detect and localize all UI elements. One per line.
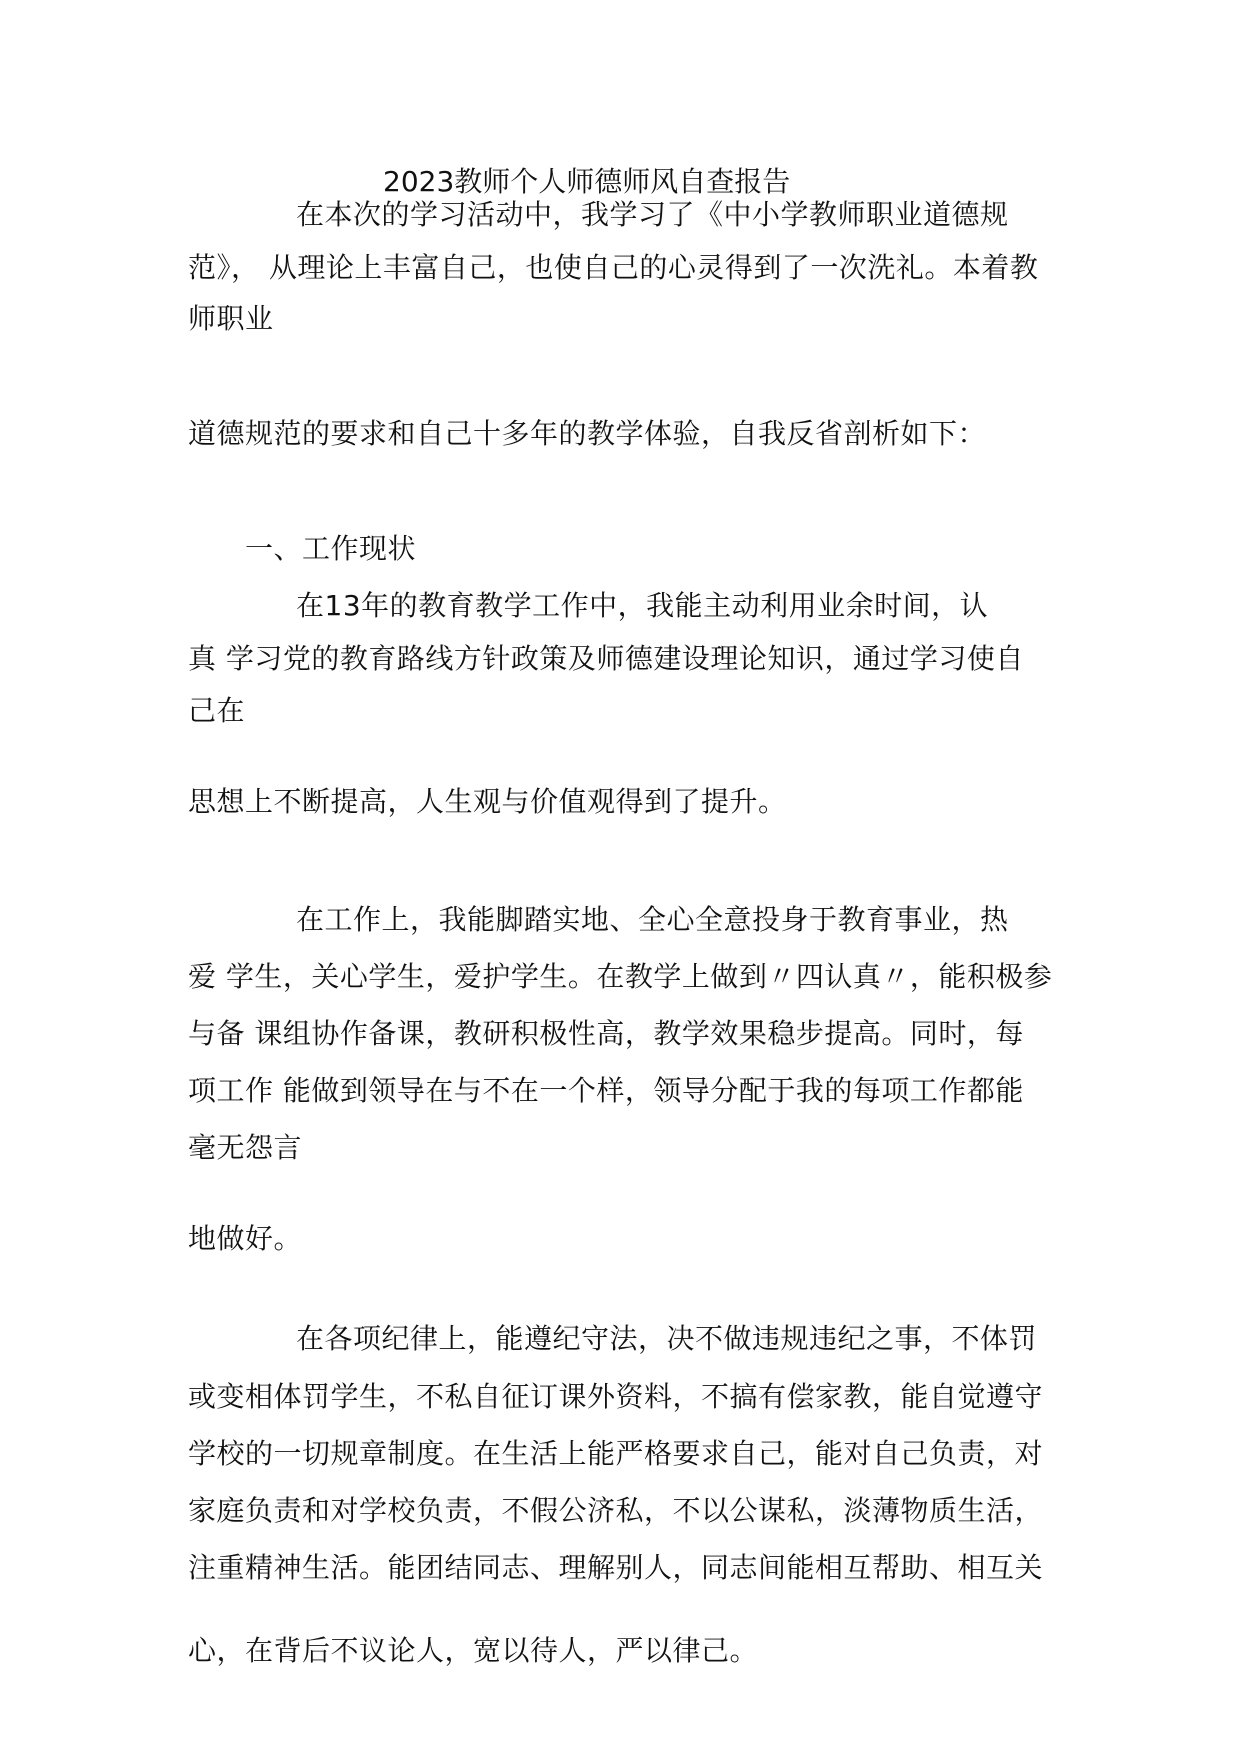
text-line: 注重精神生活。能团结同志、理解别人，同志间能相互帮助、相互关 — [188, 1551, 1044, 1584]
text-line: 在13年的教育教学工作中，我能主动利用业余时间，认 — [296, 589, 989, 622]
text-line: 毫无怨言 — [188, 1131, 303, 1164]
text-line: 家庭负责和对学校负责，不假公济私，不以公谋私，淡薄物质生活， — [188, 1494, 1044, 1527]
section-heading: 一、工作现状 — [245, 532, 417, 565]
text-line: 或变相体罚学生，不私自征订课外资料，不搞有偿家教，能自觉遵守 — [188, 1380, 1044, 1413]
text-line: 项工作 能做到领导在与不在一个样，领导分配于我的每项工作都能 — [188, 1074, 1024, 1107]
text-line: 思想上不断提高，人生观与价值观得到了提升。 — [188, 785, 787, 818]
text-line: 爱 学生，关心学生，爱护学生。在教学上做到〃四认真〃，能积极参 — [188, 960, 1053, 993]
text-line: 在本次的学习活动中，我学习了《中小学教师职业道德规 — [296, 198, 1009, 231]
text-line: 与备 课组协作备课，教研积极性高，教学效果稳步提高。同时，每 — [188, 1017, 1024, 1050]
text-line: 在各项纪律上，能遵纪守法，决不做违规违纪之事，不体罚 — [296, 1322, 1038, 1355]
text-line: 范》， 从理论上丰富自己，也使自己的心灵得到了一次洗礼。本着教 — [188, 251, 1039, 284]
text-line: 己在 — [188, 694, 246, 727]
text-line: 道德规范的要求和自己十多年的教学体验，自我反省剖析如下： — [188, 417, 987, 450]
text-line: 师职业 — [188, 302, 274, 335]
text-line: 心，在背后不议论人，宽以待人，严以律己。 — [188, 1634, 759, 1667]
document-title: 2023教师个人师德师风自查报告 — [383, 165, 791, 198]
text-line: 学校的一切规章制度。在生活上能严格要求自己，能对自己负责，对 — [188, 1437, 1044, 1470]
text-line: 地做好。 — [188, 1222, 303, 1255]
text-line: 在工作上，我能脚踏实地、全心全意投身于教育事业，热 — [296, 903, 1009, 936]
text-line: 真 学习党的教育路线方针政策及师德建设理论知识，通过学习使自 — [188, 642, 1024, 675]
